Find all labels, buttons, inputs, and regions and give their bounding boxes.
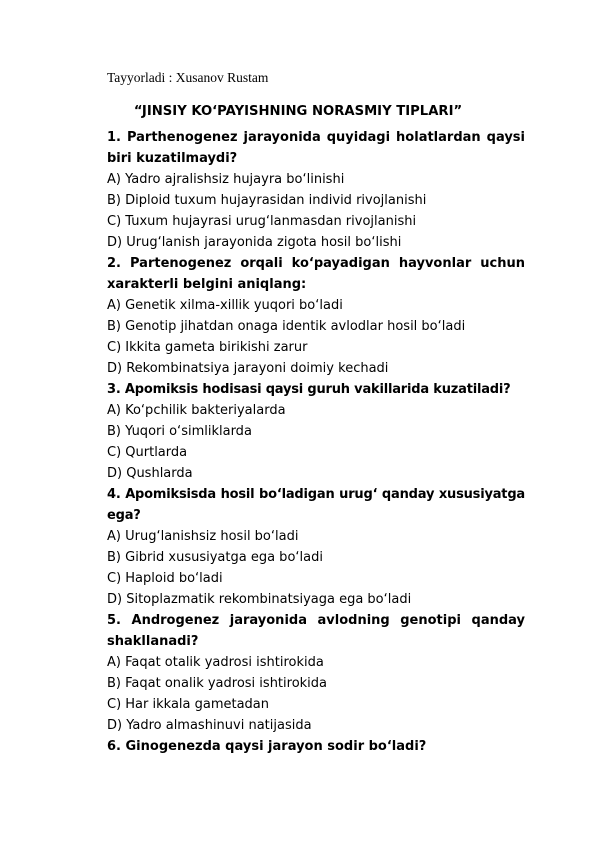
answer-option: D) Yadro almashinuvi natijasida [107,718,312,733]
answer-option: B) Genotip jihatdan onaga identik avlodlar hosil bo‘ladi [107,319,466,334]
question-2 [107,253,525,379]
question-5 [107,610,525,736]
answer-option: A) Genetik xilma-xillik yuqori bo‘ladi [107,298,343,313]
question-4 [107,484,525,610]
question-6 [107,736,525,757]
answer-option: C) Tuxum hujayrasi urug‘lanmasdan rivojlanishi [107,214,417,229]
answer-option: C) Har ikkala gametadan [107,697,270,712]
document-title: “JINSIY KO‘PAYISHNING NORASMIY TIPLARI” [133,104,463,119]
answer-option: A) Yadro ajralishsiz hujayra bo‘linishi [107,172,345,187]
answer-option: B) Yuqori o‘simliklarda [107,424,252,439]
author-line: Tayyorladi : Xusanov Rustam [107,70,269,85]
question-3 [107,379,525,484]
answer-option: B) Gibrid xususiyatga ega bo‘ladi [107,550,323,565]
answer-option: D) Rekombinatsiya jarayoni doimiy kechadi [107,361,389,376]
question-text: 1. Parthenogenez jarayonida quyidagi holatlardan qaysi biri kuzatilmaydi? [107,130,525,166]
answer-option: C) Ikkita gameta birikishi zarur [107,340,308,355]
question-text: 6. Ginogenezda qaysi jarayon sodir bo‘ladi? [107,739,427,754]
question-text: 3. Apomiksis hodisasi qaysi guruh vakillarida kuzatiladi? [107,382,511,397]
answer-option: C) Haploid bo‘ladi [107,571,223,586]
answer-option: A) Faqat otalik yadrosi ishtirokida [107,655,324,670]
question-text: 4. Apomiksisda hosil bo‘ladigan urug‘ qanday xususiyatga ega? [107,487,525,523]
answer-option: B) Faqat onalik yadrosi ishtirokida [107,676,328,691]
answer-option: D) Sitoplazmatik rekombinatsiyaga ega bo‘ladi [107,592,412,607]
question-text: 5. Androgenez jarayonida avlodning genotipi qanday shakllanadi? [107,613,525,649]
answer-option: A) Urug‘lanishsiz hosil bo‘ladi [107,529,299,544]
question-list [107,127,525,757]
answer-option: A) Ko‘pchilik bakteriyalarda [107,403,286,418]
question-1 [107,127,525,253]
answer-option: C) Qurtlarda [107,445,188,460]
question-text: 2. Partenogenez orqali ko‘payadigan hayvonlar uchun xarakterli belgini aniqlang: [107,256,525,292]
answer-option: D) Urug‘lanish jarayonida zigota hosil bo‘lishi [107,235,402,250]
answer-option: D) Qushlarda [107,466,193,481]
answer-option: B) Diploid tuxum hujayrasidan individ rivojlanishi [107,193,427,208]
